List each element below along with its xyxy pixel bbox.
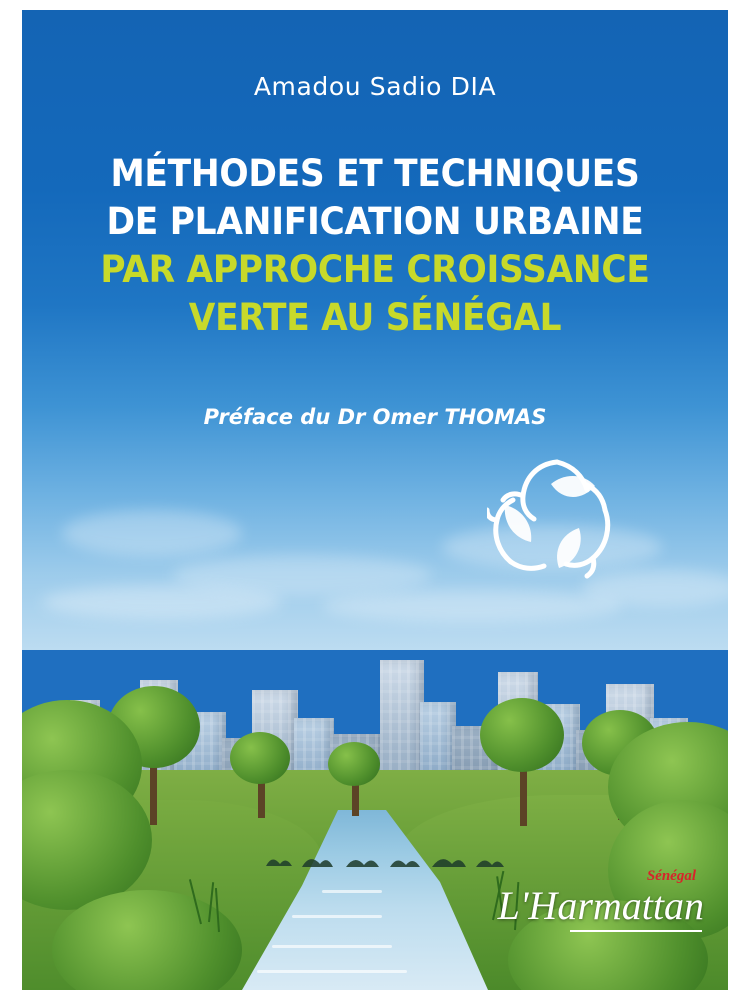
tree: [328, 742, 380, 786]
title-line-2: DE PLANIFICATION URBAINE: [106, 200, 644, 243]
recycle-leaves-icon: [487, 450, 627, 580]
publisher-underline: [570, 930, 702, 932]
bank-silhouettes: [262, 846, 512, 872]
water-glint: [292, 915, 382, 918]
cloud: [62, 510, 242, 556]
water-glint: [257, 970, 407, 973]
title-line-1: MÉTHODES ET TECHNIQUES: [110, 152, 640, 195]
publisher-name: L'Harmattan: [497, 883, 704, 928]
tree: [480, 698, 564, 772]
book-cover: [22, 10, 728, 990]
water-glint: [272, 945, 392, 948]
book-title: [22, 150, 728, 342]
tree: [230, 732, 290, 784]
publisher-logo: [497, 868, 704, 946]
author-name: Amadou Sadio DIA: [253, 72, 497, 101]
preface-credit: Préface du Dr Omer THOMAS: [203, 405, 547, 429]
water-glint: [322, 890, 382, 893]
title-line-4: VERTE AU SÉNÉGAL: [188, 296, 562, 339]
publisher-country: Sénégal: [646, 868, 696, 884]
title-line-3: PAR APPROCHE CROISSANCE: [100, 248, 650, 291]
